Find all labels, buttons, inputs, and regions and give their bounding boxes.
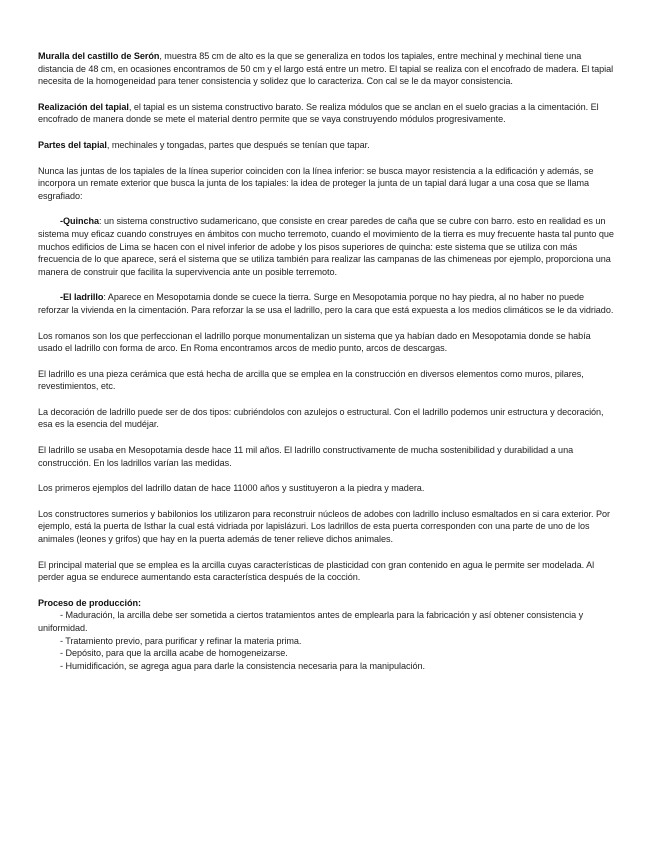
list-item: - Tratamiento previo, para purificar y refinar la materia prima. <box>60 635 302 646</box>
paragraph-text: Los primeros ejemplos del ladrillo datan de hace 11000 años y sustituyeron a la piedra y madera. <box>38 483 425 494</box>
paragraph-arcilla <box>38 559 616 584</box>
paragraph-text: , el tapial es un sistema constructivo barato. Se realiza módulos que se anclan en el suelo gracias a la cimentación. El encofrado de manera donde se mete el material dentro permite que se vaya construyendo módulos progresivamente. <box>38 101 599 125</box>
paragraph-juntas <box>38 165 616 203</box>
paragraph-text: , muestra 85 cm de alto es la que se generaliza en todos los tapiales, entre mechinal y mechinal tiene una distancia de 48 cm, en ocasiones encontramos de 50 cm y el largo está entre un metro. El tapial se realiza con el encofrado de madera. El tapial necesita de la homogeneidad para tener consistencia y solidez que lo caracteriza. Con cal se le da mayor consistencia. <box>38 51 614 87</box>
paragraph-text: El principal material que se emplea es la arcilla cuyas características de plasticidad con gran contenido en agua le permite ser modelada. Al perder agua se endurece aumentando esta característica después de la cocción. <box>38 559 595 583</box>
paragraph-text: El ladrillo es una pieza cerámica que está hecha de arcilla que se emplea en la construcción en diversos elementos como muros, pilares, revestimientos, etc. <box>38 368 584 392</box>
document-page <box>38 50 616 672</box>
paragraph-text: El ladrillo se usaba en Mesopotamia desde hace 11 mil años. El ladrillo constructivamente de mucha sostenibilidad y durabilidad a una construcción. En los ladrillos varían las medidas. <box>38 445 574 468</box>
paragraph-ladrillo <box>38 291 616 316</box>
paragraph-partes <box>38 139 616 152</box>
paragraph-text: : un sistema constructivo sudamericano, que consiste en crear paredes de caña que se cubre con barro. esto en realidad es un sistema muy eficaz cuando construyes en ámbitos con mucho terremoto, cuando el movimiento de la tierra es muy frecuente hasta tal punto que muchos edificios de Lima se hacen con el nivel inferior de adobe y los pisos superiores de quincha: este sistema que se utiliza con más frecuencia de lo que aparece, será el sistema que se utiliza también para realizar las campanas de las chimeneas por ejemplo, proporciona una manera de construir que facilita la supervivencia ante un posible terremoto. <box>38 216 614 277</box>
paragraph-sumerios <box>38 508 616 546</box>
paragraph-romanos <box>38 330 616 355</box>
process-heading: Proceso de producción: <box>38 597 141 608</box>
paragraph-text: : Aparece en Mesopotamia donde se cuece la tierra. Surge en Mesopotamia porque no hay piedra, al no haber no puede reforzar la vivienda en la cimentación. Para reforzar la se usa el ladrillo, pero la cara que está expuesta a los medios climáticos se le da vidriado. <box>38 292 614 315</box>
paragraph-text: Los romanos son los que perfeccionan el ladrillo porque monumentalizan un sistema que ya habían dado en Mesopotamia donde se había usado el ladrillo con forma de arco. En Roma encontramos arcos de medio punto, arcos de descargas. <box>38 330 591 354</box>
list-item: - Depósito, para que la arcilla acabe de homogeneizarse. <box>60 648 288 659</box>
paragraph-text: Nunca las juntas de los tapiales de la línea superior coinciden con la línea inferior: se busca mayor resistencia a la edificación y además, se incorpora un remate exterior que busca la junta de los tapiales: la idea de proteger la junta de un tapial dará lugar a una cosa que se llama esgrafiado: <box>38 165 594 201</box>
paragraph-pieza-ceramica <box>38 368 616 393</box>
paragraph-text: , mechinales y tongadas, partes que después se tenían que tapar. <box>106 139 370 150</box>
process-section <box>38 597 616 673</box>
paragraph-lead: Realización del tapial <box>38 101 129 112</box>
paragraph-primeros-ejemplos <box>38 482 616 495</box>
paragraph-lead: -El ladrillo <box>60 292 104 303</box>
list-item: - Humidificación, se agrega agua para darle la consistencia necesaria para la manipulación. <box>60 660 425 671</box>
list-item: - Maduración, la arcilla debe ser sometida a ciertos tratamientos antes de emplearla para la fabricación y así obtener consistencia y uniformidad. <box>38 610 584 633</box>
paragraph-lead: Muralla del castillo de Serón <box>38 51 160 61</box>
paragraph-text: Los constructores sumerios y babilonios los utilizaron para reconstruir núcleos de adobes con ladrillo incluso esmaltados en si cara exterior. Por ejemplo, está la puerta de Isthar la cual está vidriada por lapislázuri. Los ladrillos de esta puerta corresponden con una parte de uno de los animales (leones y grifos) que hay en la puerta además de tener relieve dichos animales. <box>38 508 610 545</box>
paragraph-realizacion <box>38 101 616 126</box>
paragraph-decoracion <box>38 406 616 431</box>
paragraph-mesopotamia <box>38 444 616 469</box>
paragraph-text: La decoración de ladrillo puede ser de dos tipos: cubriéndolos con azulejos o estructural. Con el ladrillo podemos unir estructura y decoración, esa es la esencia del mudéjar. <box>38 406 604 430</box>
paragraph-muralla <box>38 50 616 88</box>
paragraph-quincha <box>38 215 616 278</box>
paragraph-lead: Partes del tapial <box>38 139 107 150</box>
paragraph-lead: -Quincha <box>60 216 100 227</box>
